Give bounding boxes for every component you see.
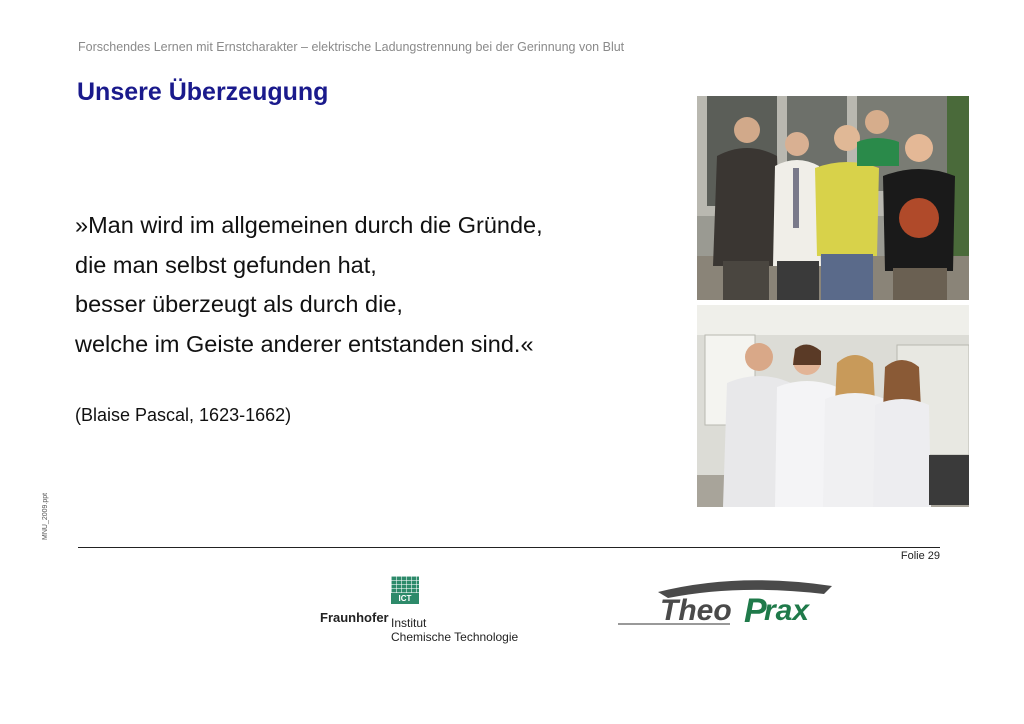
institute-name	[391, 616, 518, 644]
ict-badge-label: ICT	[398, 594, 412, 603]
quote-line: die man selbst gefunden hat,	[75, 251, 377, 278]
institute-line: Chemische Technologie	[391, 630, 519, 644]
institute-line: Institut	[391, 616, 427, 630]
theoprax-word-theo: Theo	[660, 594, 732, 627]
fraunhofer-name: Fraunhofer	[320, 610, 389, 625]
quote-attribution: (Blaise Pascal, 1623-1662)	[75, 405, 292, 425]
quote-line: besser überzeugt als durch die,	[75, 291, 403, 317]
ict-badge	[391, 576, 419, 604]
quote-block	[75, 206, 543, 364]
theoprax-word-rax: rax	[764, 594, 810, 627]
group-photo-lab-coats	[697, 305, 969, 507]
theoprax-letter-p: P	[744, 592, 767, 630]
file-code: MNU_2009.ppt	[42, 492, 49, 540]
slide-number: Folie 29	[900, 550, 940, 562]
footer-divider	[78, 547, 940, 548]
slide-title: Unsere Überzeugung	[77, 78, 329, 106]
theoprax-logo	[618, 574, 838, 634]
group-photo-students	[697, 96, 969, 300]
quote-line: »Man wird im allgemeinen durch die Gründe,	[75, 212, 543, 238]
quote-line: welche im Geiste anderer entstanden sind.«	[75, 330, 534, 357]
presentation-subtitle: Forschendes Lernen mit Ernstcharakter – elektrische Ladungstrennung bei der Gerinnung von Blut	[78, 40, 625, 54]
fraunhofer-ict-logo	[320, 574, 540, 646]
